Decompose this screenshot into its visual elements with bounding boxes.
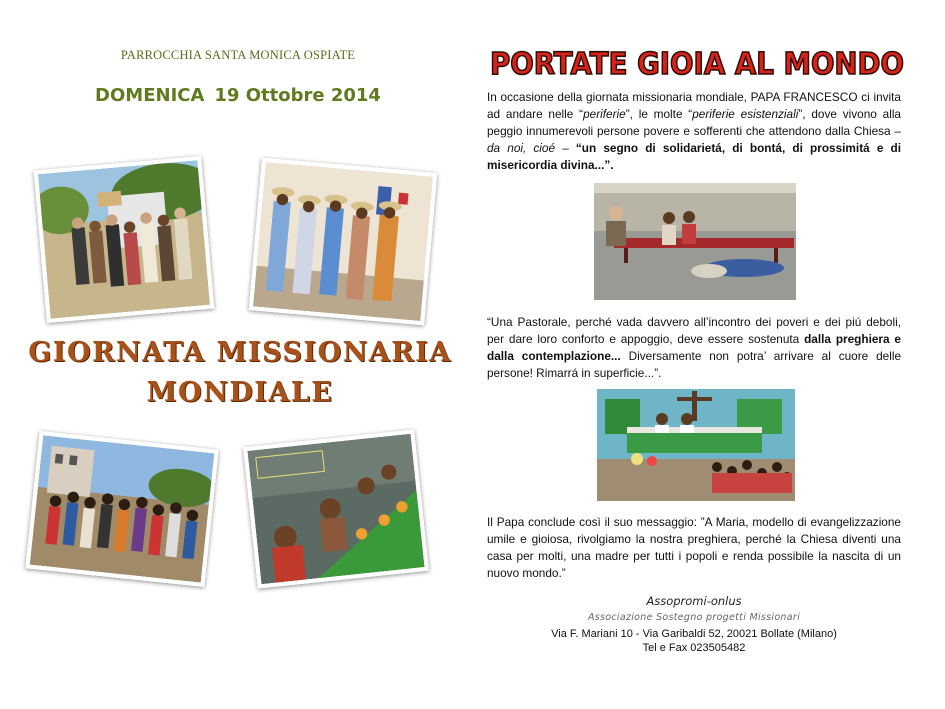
para1-text-g: –	[555, 141, 576, 155]
para1-italic-esistenziali: periferie esistenziali	[692, 107, 799, 121]
paragraph-pastorale	[487, 314, 901, 382]
para1-text-c: ”, le molte “	[625, 107, 693, 121]
para2-bold-preghiera: dalla preghiera e dalla contemplazione...	[487, 332, 901, 363]
photo-children-group	[25, 431, 218, 587]
para1-text-a: In occasione della giornata missionaria mondiale, PAPA FRANCESCO ci invita ad andare nelle “	[487, 90, 901, 121]
parish-name: PARROCCHIA SANTA MONICA OSPIATE	[120, 48, 356, 62]
para1-italic-periferie: periferie	[583, 107, 626, 121]
paragraph-conclusion: Il Papa conclude così il suo messaggio: ”A Maria, modello di evangelizzazione umile e gioiosa, rivolgiamo la nostra preghiera, perché la Chiesa diventi una casa per molti, una madre per tutti i popoli e renda possibile la nascita di un nuovo mondo.”	[487, 515, 901, 580]
photo-women-dancing	[249, 158, 438, 326]
headline	[487, 42, 907, 82]
para1-text-e: ”, dove vivono alla peggio innumerevoli persone povere e sofferenti che attendono dalla Chiesa –	[487, 107, 901, 138]
organization-subtitle: Associazione Sostegno progetti Missionari	[587, 612, 801, 623]
event-date	[70, 85, 406, 106]
event-day: DOMENICA	[95, 85, 205, 106]
event-title-line1: GIORNATA MISSIONARIA	[28, 337, 452, 368]
headline-text: PORTATE GIOIA AL MONDO	[490, 47, 904, 82]
photo-group-by-van	[34, 156, 215, 323]
para1-italic-da-noi: da noi, cioé	[487, 141, 556, 155]
photo-mass-celebration	[597, 389, 795, 501]
para2-text-c: Diversamente non potra’ arrivare al cuore delle persone! Rimarrá in superficie...”.	[487, 349, 902, 380]
event-date-value: 19 Ottobre 2014	[214, 85, 381, 106]
organization-name: Assopromi-onlus	[646, 594, 742, 608]
photo-children-eating	[243, 429, 429, 588]
para2-text-a: “Una Pastorale, perché vada davvero all’incontro dei poveri e dei piú deboli, per dare loro conforto e appoggio, deve essere sostenuta	[487, 315, 901, 346]
para1-bold-quote: “un segno di solidarietá, di bontá, di prossimitá e di misericordia divina...”.	[487, 141, 902, 172]
organization-address: Via F. Mariani 10 - Via Garibaldi 52, 20021 Bollate (Milano)	[551, 628, 837, 640]
event-title-line2: MONDIALE	[146, 377, 334, 408]
photo-people-on-bench	[594, 183, 796, 300]
organization-phone: Tel e Fax 023505482	[642, 642, 746, 654]
paragraph-intro	[487, 89, 901, 174]
